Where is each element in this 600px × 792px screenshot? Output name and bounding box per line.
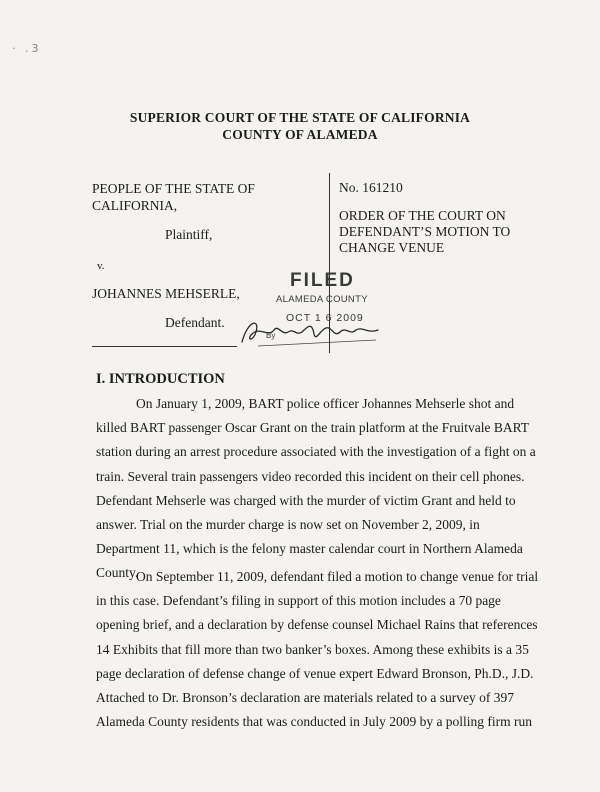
defendant-name: JOHANNES MEHSERLE, [92,286,240,301]
filed-word: FILED [290,270,355,291]
paragraph-line: On September 11, 2009, defendant filed a motion to change venue for trial [136,569,539,584]
defendant-role: Defendant. [165,315,225,330]
case-number: No. 161210 [339,180,403,195]
paragraph-line: 14 Exhibits that fill more than two banker’s boxes. Among these exhibits is a 35 [96,641,529,657]
plaintiff-role: Plaintiff, [165,227,213,242]
filed-date: OCT 1 6 2009 [286,312,364,324]
filed-county: ALAMEDA COUNTY [276,294,368,305]
paragraph-line: Defendant Mehserle was charged with the murder of victim Grant and held to [96,492,516,508]
paragraph-line: train. Several train passengers video recorded this incident on their cell phones. [96,468,525,484]
paragraph-line: County. [96,565,139,581]
paragraph-line: On January 1, 2009, BART police officer Johannes Mehserle shot and [136,396,515,411]
plaintiff-line2: CALIFORNIA, [92,198,178,213]
order-title-line2: DEFENDANT’S MOTION TO [339,224,511,239]
paragraph-line: page declaration of defense change of venue expert Edward Bronson, Ph.D., J.D. [96,665,534,681]
plaintiff-line1: PEOPLE OF THE STATE OF [92,181,255,196]
order-title-line1: ORDER OF THE COURT ON [339,208,506,223]
paragraph-1 [96,392,536,586]
paragraph-2 [96,565,539,734]
filed-by: By [266,331,276,340]
paragraph-line: answer. Trial on the murder charge is now set on November 2, 2009, in [96,517,480,533]
paragraph-line: Department 11, which is the felony master calendar court in Northern Alameda [96,541,523,557]
paragraph-line: opening brief, and a declaration by defense counsel Michael Rains that references [96,617,538,633]
paragraph-line: station during an arrest procedure associated with the investigation of a fight on a [96,444,536,460]
margin-mark: · .3 [12,42,42,55]
versus: v. [97,260,105,272]
section-heading: I. INTRODUCTION [96,371,225,387]
paragraph-line: Alameda County residents that was conducted in July 2009 by a polling firm run [96,714,533,730]
court-title-line2: COUNTY OF ALAMEDA [222,127,378,142]
clerk-signature [238,312,388,352]
caption-underline [92,346,237,347]
paragraph-line: in this case. Defendant’s filing in support of this motion includes a 70 page [96,593,501,609]
paragraph-line: Attached to Dr. Bronson’s declaration are materials related to a survey of 397 [96,690,514,706]
paragraph-line: killed BART passenger Oscar Grant on the train platform at the Fruitvale BART [96,420,530,436]
court-title-line1: SUPERIOR COURT OF THE STATE OF CALIFORNIA [129,110,471,125]
order-title-line3: CHANGE VENUE [339,240,445,255]
